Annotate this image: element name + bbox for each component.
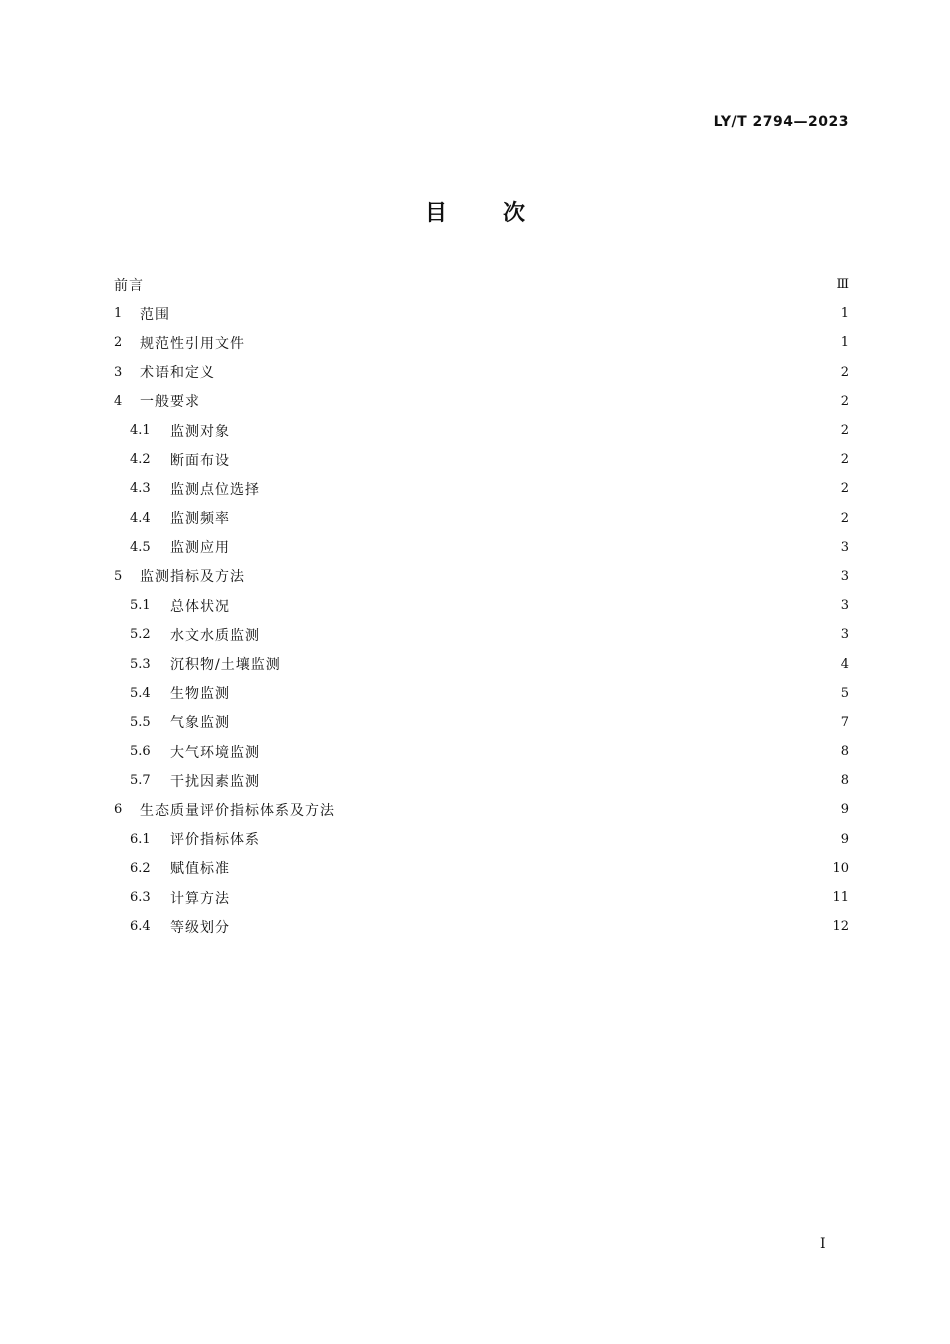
toc-leader-dots bbox=[251, 569, 831, 583]
toc-entry-page: Ⅲ bbox=[836, 277, 849, 293]
toc-entry-label: 范围 bbox=[140, 306, 170, 323]
toc-entry-number: 5.6 bbox=[130, 744, 151, 760]
toc-leader-dots bbox=[266, 832, 831, 846]
toc-entry[interactable] bbox=[114, 504, 849, 533]
page-number: Ⅰ bbox=[820, 1236, 826, 1252]
toc-entry-page: 12 bbox=[832, 919, 849, 935]
toc-entry-number: 5.3 bbox=[130, 656, 151, 672]
toc-leader-dots bbox=[251, 336, 831, 350]
toc-entry[interactable] bbox=[114, 883, 849, 912]
toc-entry-number: 4.1 bbox=[130, 423, 151, 439]
toc-entry[interactable] bbox=[114, 358, 849, 387]
toc-entry[interactable] bbox=[114, 416, 849, 445]
toc-leader-dots bbox=[341, 803, 831, 817]
toc-entry-label: 水文水质监测 bbox=[170, 627, 260, 644]
toc-leader-dots bbox=[206, 394, 831, 408]
toc-leader-dots bbox=[236, 511, 831, 525]
toc-entry-page: 2 bbox=[840, 423, 849, 439]
toc-entry-page: 3 bbox=[840, 568, 849, 584]
toc-entry[interactable] bbox=[114, 620, 849, 649]
toc-leader-dots bbox=[236, 599, 831, 613]
toc-entry-number: 4.2 bbox=[130, 452, 151, 468]
toc-entry-label: 生物监测 bbox=[170, 686, 230, 703]
toc-entry-number: 6.2 bbox=[130, 860, 151, 876]
toc-entry-page: 3 bbox=[840, 598, 849, 614]
toc-entry-page: 8 bbox=[840, 744, 849, 760]
toc-leader-dots bbox=[287, 657, 831, 671]
toc-entry-label: 监测点位选择 bbox=[170, 481, 260, 498]
toc-entry-label: 等级划分 bbox=[170, 919, 230, 936]
toc-entry-page: 9 bbox=[840, 802, 849, 818]
toc-leader-dots bbox=[236, 861, 826, 875]
toc-entry-page: 2 bbox=[840, 393, 849, 409]
toc-entry-page: 8 bbox=[840, 773, 849, 789]
toc-entry-label: 监测指标及方法 bbox=[140, 569, 245, 586]
toc-entry[interactable] bbox=[114, 533, 849, 562]
toc-entry-label: 前言 bbox=[114, 277, 144, 294]
toc-entry-label: 监测应用 bbox=[170, 540, 230, 557]
toc-leader-dots bbox=[221, 365, 831, 379]
toc-entry-label: 总体状况 bbox=[170, 598, 230, 615]
standard-code: LY/T 2794—2023 bbox=[713, 114, 849, 130]
toc-entry-page: 5 bbox=[840, 685, 849, 701]
toc-leader-dots bbox=[150, 278, 830, 292]
toc-entry-number: 4 bbox=[114, 393, 123, 409]
toc-leader-dots bbox=[266, 745, 831, 759]
toc-entry-number: 5.1 bbox=[130, 598, 151, 614]
toc-entry-number: 6.4 bbox=[130, 919, 151, 935]
toc-leader-dots bbox=[236, 715, 831, 729]
toc-leader-dots bbox=[176, 307, 831, 321]
toc-leader-dots bbox=[236, 424, 831, 438]
toc-entry-label: 监测对象 bbox=[170, 423, 230, 440]
toc-entry-page: 2 bbox=[840, 481, 849, 497]
toc-entry[interactable] bbox=[114, 737, 849, 766]
toc-entry-number: 5.4 bbox=[130, 685, 151, 701]
toc-entry[interactable] bbox=[114, 328, 849, 357]
toc-leader-dots bbox=[236, 686, 831, 700]
toc-entry-number: 4.4 bbox=[130, 510, 151, 526]
toc-entry-label: 计算方法 bbox=[170, 890, 230, 907]
toc-entry-number: 4.3 bbox=[130, 481, 151, 497]
page-title: 目次 bbox=[424, 201, 581, 226]
toc-entry-page: 2 bbox=[840, 452, 849, 468]
toc-leader-dots bbox=[236, 540, 831, 554]
toc-entry[interactable] bbox=[114, 445, 849, 474]
toc-entry-page: 4 bbox=[840, 656, 849, 672]
toc-entry-page: 9 bbox=[840, 831, 849, 847]
toc-entry-number: 5.7 bbox=[130, 773, 151, 789]
toc-entry-number: 4.5 bbox=[130, 539, 151, 555]
toc-entry-number: 6.3 bbox=[130, 890, 151, 906]
toc-entry-label: 赋值标准 bbox=[170, 861, 230, 878]
toc-entry-label: 断面布设 bbox=[170, 452, 230, 469]
toc-entry-page: 1 bbox=[840, 306, 849, 322]
toc-entry[interactable] bbox=[114, 766, 849, 795]
toc-entry[interactable] bbox=[114, 474, 849, 503]
toc-entry-page: 7 bbox=[840, 714, 849, 730]
toc-entry[interactable] bbox=[114, 854, 849, 883]
toc-entry-page: 2 bbox=[840, 510, 849, 526]
toc-entry[interactable] bbox=[114, 387, 849, 416]
toc-entry-label: 术语和定义 bbox=[140, 365, 215, 382]
table-of-contents bbox=[114, 270, 849, 941]
toc-entry-number: 5 bbox=[114, 568, 123, 584]
toc-entry-label: 规范性引用文件 bbox=[140, 335, 245, 352]
toc-entry-label: 干扰因素监测 bbox=[170, 773, 260, 790]
toc-entry-label: 监测频率 bbox=[170, 511, 230, 528]
toc-leader-dots bbox=[236, 453, 831, 467]
toc-entry[interactable] bbox=[114, 795, 849, 824]
toc-entry-number: 6 bbox=[114, 802, 123, 818]
toc-entry-page: 3 bbox=[840, 627, 849, 643]
toc-entry-page: 2 bbox=[840, 364, 849, 380]
toc-entry-label: 大气环境监测 bbox=[170, 744, 260, 761]
toc-entry-number: 6.1 bbox=[130, 831, 151, 847]
toc-leader-dots bbox=[236, 920, 826, 934]
toc-leader-dots bbox=[266, 628, 831, 642]
toc-entry-number: 5.2 bbox=[130, 627, 151, 643]
toc-entry-number: 1 bbox=[114, 306, 123, 322]
toc-entry[interactable] bbox=[114, 299, 849, 328]
toc-entry[interactable] bbox=[114, 825, 849, 854]
toc-entry-label: 一般要求 bbox=[140, 394, 200, 411]
toc-entry-label: 沉积物/土壤监测 bbox=[170, 657, 281, 674]
toc-entry-page: 3 bbox=[840, 539, 849, 555]
toc-entry[interactable] bbox=[114, 912, 849, 941]
toc-entry-page: 1 bbox=[840, 335, 849, 351]
toc-entry[interactable] bbox=[114, 679, 849, 708]
toc-entry-number: 5.5 bbox=[130, 714, 151, 730]
toc-leader-dots bbox=[266, 482, 831, 496]
toc-entry[interactable] bbox=[114, 562, 849, 591]
toc-entry[interactable] bbox=[114, 708, 849, 737]
toc-entry-page: 11 bbox=[832, 890, 849, 906]
toc-entry[interactable] bbox=[114, 649, 849, 678]
toc-leader-dots bbox=[266, 774, 831, 788]
toc-entry-number: 3 bbox=[114, 364, 123, 380]
toc-entry-number: 2 bbox=[114, 335, 123, 351]
toc-entry[interactable] bbox=[114, 270, 849, 299]
toc-entry-label: 生态质量评价指标体系及方法 bbox=[140, 802, 335, 819]
toc-entry-page: 10 bbox=[832, 860, 849, 876]
toc-entry-label: 气象监测 bbox=[170, 715, 230, 732]
toc-leader-dots bbox=[236, 891, 826, 905]
toc-entry[interactable] bbox=[114, 591, 849, 620]
toc-entry-label: 评价指标体系 bbox=[170, 832, 260, 849]
